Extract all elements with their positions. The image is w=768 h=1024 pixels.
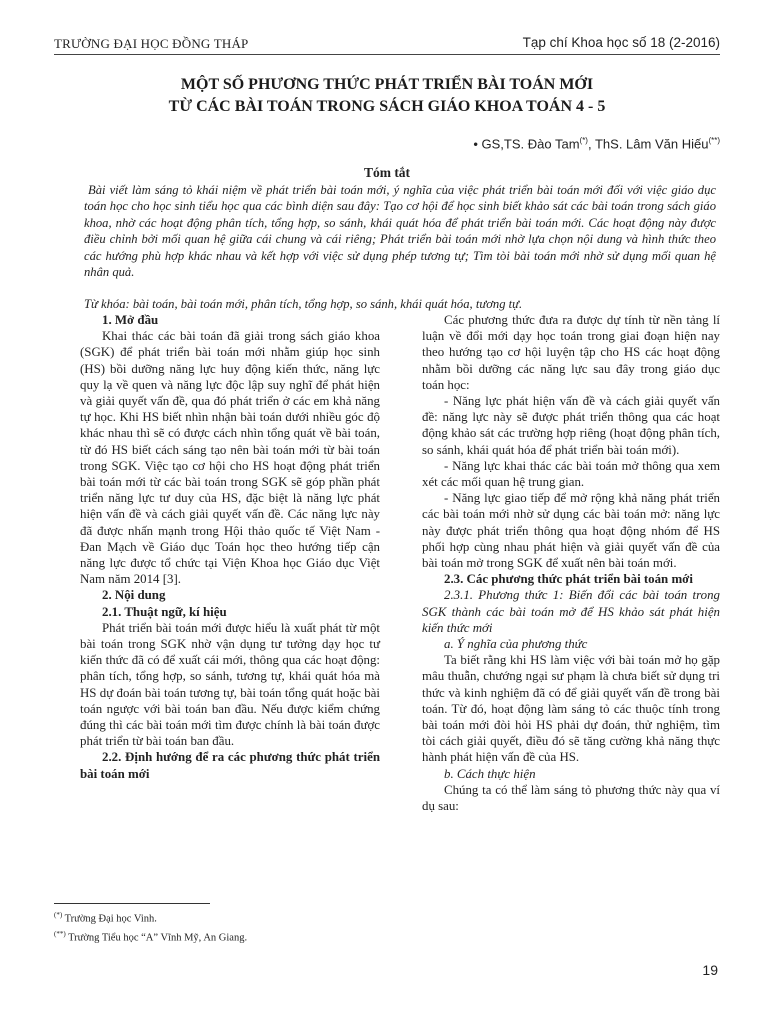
footnote-2-mark: (**) bbox=[54, 929, 66, 938]
footnote-divider bbox=[54, 903, 210, 904]
footnotes bbox=[54, 908, 247, 945]
abstract-heading: Tóm tắt bbox=[363, 165, 411, 180]
subsection-heading-orientation: 2.2. Định hướng để ra các phương thức phát triển bài toán mới bbox=[80, 750, 380, 781]
author-1: GS,TS. Đào Tam bbox=[481, 136, 580, 152]
author-1-mark: (*) bbox=[579, 136, 588, 145]
method-implementation-heading: b. Cách thực hiện bbox=[444, 766, 536, 781]
competency-communication: - Năng lực giao tiếp để mở rộng khả năng phát triển các bài toán mới nhờ sử dụng các bài toán mở: năng lực này được phát triển thông qua hoạt động nhóm để HS phối hợp cùng nhau phát hiện và giải quyết vấn đề của bài toán mở trong SGK để xuất nên bài toán mới. bbox=[422, 491, 720, 571]
journal-issue: Tạp chí Khoa học số 18 (2-2016) bbox=[522, 35, 720, 50]
abstract-text: Bài viết làm sáng tỏ khái niệm về phát triển bài toán mới, ý nghĩa của việc phát triển bài toán mới đối với việc giáo dục toán học cho học sinh tiểu học qua các bình diện sau đây: Tạo cơ hội để học sinh biết khảo sát các bài toán trong sách giáo khoa, nhờ các hoạt động phân tích, tổng hợp, so sánh, khái quát hóa để phát triển bài toán mới. Các hoạt động này được điều chỉnh bởi mối quan hệ giữa cái chung và cái riêng; Phát triển bài toán mới nhờ lựa chọn nội dung và hình thức theo các hướng phù hợp khác nhau và kết hợp với việc sử dụng phép tương tự; Tìm tòi bài toán mới nhờ sử dụng mối quan hệ nhân quả. bbox=[84, 183, 716, 280]
method-meaning-paragraph: Ta biết rằng khi HS làm việc với bài toán mở họ gặp mâu thuẫn, chướng ngại sư phạm là chưa biết sử dụng tri thức và kinh nghiệm đã có để giải quyết vấn đề trong bài toán. Từ đó, hoạt động làm sáng tỏ các thuộc tính trong bài toán mới đòi hỏi HS phải dự đoán, thử nghiệm, tìm tòi cách giải quyết, điều đó sẽ tăng cường khả năng thực hành phát hiện vấn đề của HS. bbox=[422, 653, 720, 765]
footnote-1-text: Trường Đại học Vinh. bbox=[62, 913, 157, 925]
title-line-2: TỪ CÁC BÀI TOÁN TRONG SÁCH GIÁO KHOA TOÁN 4 - 5 bbox=[168, 98, 606, 115]
subsection-heading-methods: 2.3. Các phương thức phát triển bài toán mới bbox=[444, 572, 693, 587]
subsection-heading-terms: 2.1. Thuật ngữ, kí hiệu bbox=[102, 604, 227, 619]
section-heading-intro: 1. Mở đầu bbox=[102, 313, 159, 327]
author-separator: , bbox=[587, 136, 595, 152]
university-name: TRƯỜNG ĐẠI HỌC ĐỒNG THÁP bbox=[54, 36, 249, 51]
article-title bbox=[54, 74, 720, 118]
method-1-heading: 2.3.1. Phương thức 1: Biến đổi các bài toán trong SGK thành các bài toán mở để HS khảo sát phát hiện kiến thức mới bbox=[422, 588, 720, 635]
author-2: ThS. Lâm Văn Hiếu bbox=[594, 136, 709, 152]
footnote-1-mark: (*) bbox=[54, 911, 63, 919]
title-line-1: MỘT SỐ PHƯƠNG THỨC PHÁT TRIỂN BÀI TOÁN MỚI bbox=[180, 76, 594, 93]
footnote-2 bbox=[54, 927, 247, 946]
footnote-2-text: Trường Tiểu học “A” Vĩnh Mỹ, An Giang. bbox=[65, 932, 248, 943]
method-implementation-paragraph: Chúng ta có thể làm sáng tỏ phương thức này qua ví dụ sau: bbox=[422, 782, 720, 814]
page-number: 19 bbox=[702, 962, 718, 978]
intro-paragraph: Khai thác các bài toán đã giải trong sách giáo khoa (SGK) để phát triển bài toán mới nhằm giúp học sinh (HS) bồi dưỡng năng lực huy động kiến thức, năng lực quy lạ về quen và năng lực độc lập suy nghĩ để phát hiện và giải quyết vấn đề, qua đó phát triển ở các em khả năng tự học. Khi HS biết nhìn nhận bài toán dưới nhiều góc độ khác nhau thì sẽ có được cách nhìn tổng quát về bài toán, từ đó HS biết cách sáng tạo nên bài toán mới từ bài toán trong SGK. Việc tạo cơ hội cho HS hoạt động phát triển bài toán mới từ các bài toán trong SGK sẽ góp phần phát triển năng lực tư duy của HS, đặc biệt là năng lực phát hiện vấn đề và cách giải quyết vấn đề. Các năng lực này đã được nhấn mạnh trong Hội thảo quốc tế Việt Nam - Đan Mạch về Giáo dục Toán học theo hướng tiếp cận năng lực được tổ chức tại Viện Khoa học Giáo dục Việt Nam năm 2014 [3]. bbox=[80, 329, 380, 587]
author-line bbox=[473, 136, 720, 151]
author-bullet: • bbox=[473, 136, 478, 152]
competency-problem-solving: - Năng lực phát hiện vấn đề và cách giải quyết vấn đề: năng lực này sẽ được phát triển thông qua các hoạt động khảo sát các trường hợp riêng (hoạt động phân tích, so sánh, khái quát hóa để phát triển bài toán mới). bbox=[422, 394, 720, 457]
section-heading-content: 2. Nội dung bbox=[102, 588, 166, 603]
left-column bbox=[80, 312, 380, 782]
author-2-mark: (**) bbox=[708, 136, 720, 145]
running-header bbox=[54, 32, 720, 55]
keywords: Từ khóa: bài toán, bài toán mới, phân tích, tổng hợp, so sánh, khái quát hóa, tương tự. bbox=[84, 297, 523, 311]
terms-paragraph: Phát triển bài toán mới được hiểu là xuất phát từ một bài toán trong SGK nhờ vận dụng tư tưởng dạy học tư kiến thức đã có để xuất cái mới, thông qua các hoạt động: phân tích, tổng hợp, so sánh, tương tự, khái quát hóa mà HS dự đoán bài toán tương tự, bài toán tổng quát hoặc bài toán ngược với bài toán ban đầu. Nếu được kiểm chứng đúng thì các bài toán mới tìm được chính là bài toán được phát triển từ bài toán ban đầu. bbox=[80, 620, 380, 749]
method-meaning-heading: a. Ý nghĩa của phương thức bbox=[444, 637, 588, 652]
footnote-1 bbox=[54, 908, 247, 927]
competency-open-problems: - Năng lực khai thác các bài toán mở thông qua xem xét các mối quan hệ trung gian. bbox=[422, 458, 720, 490]
methods-paragraph: Các phương thức đưa ra được dự tính từ nền tảng lí luận về đổi mới dạy học toán trong giai đoạn hiện nay theo hướng tạo cơ hội luyện tập cho HS các hoạt động nhằm bồi dưỡng các năng lực sau đây trong giáo dục toán học: bbox=[422, 313, 720, 392]
right-column bbox=[422, 312, 720, 814]
